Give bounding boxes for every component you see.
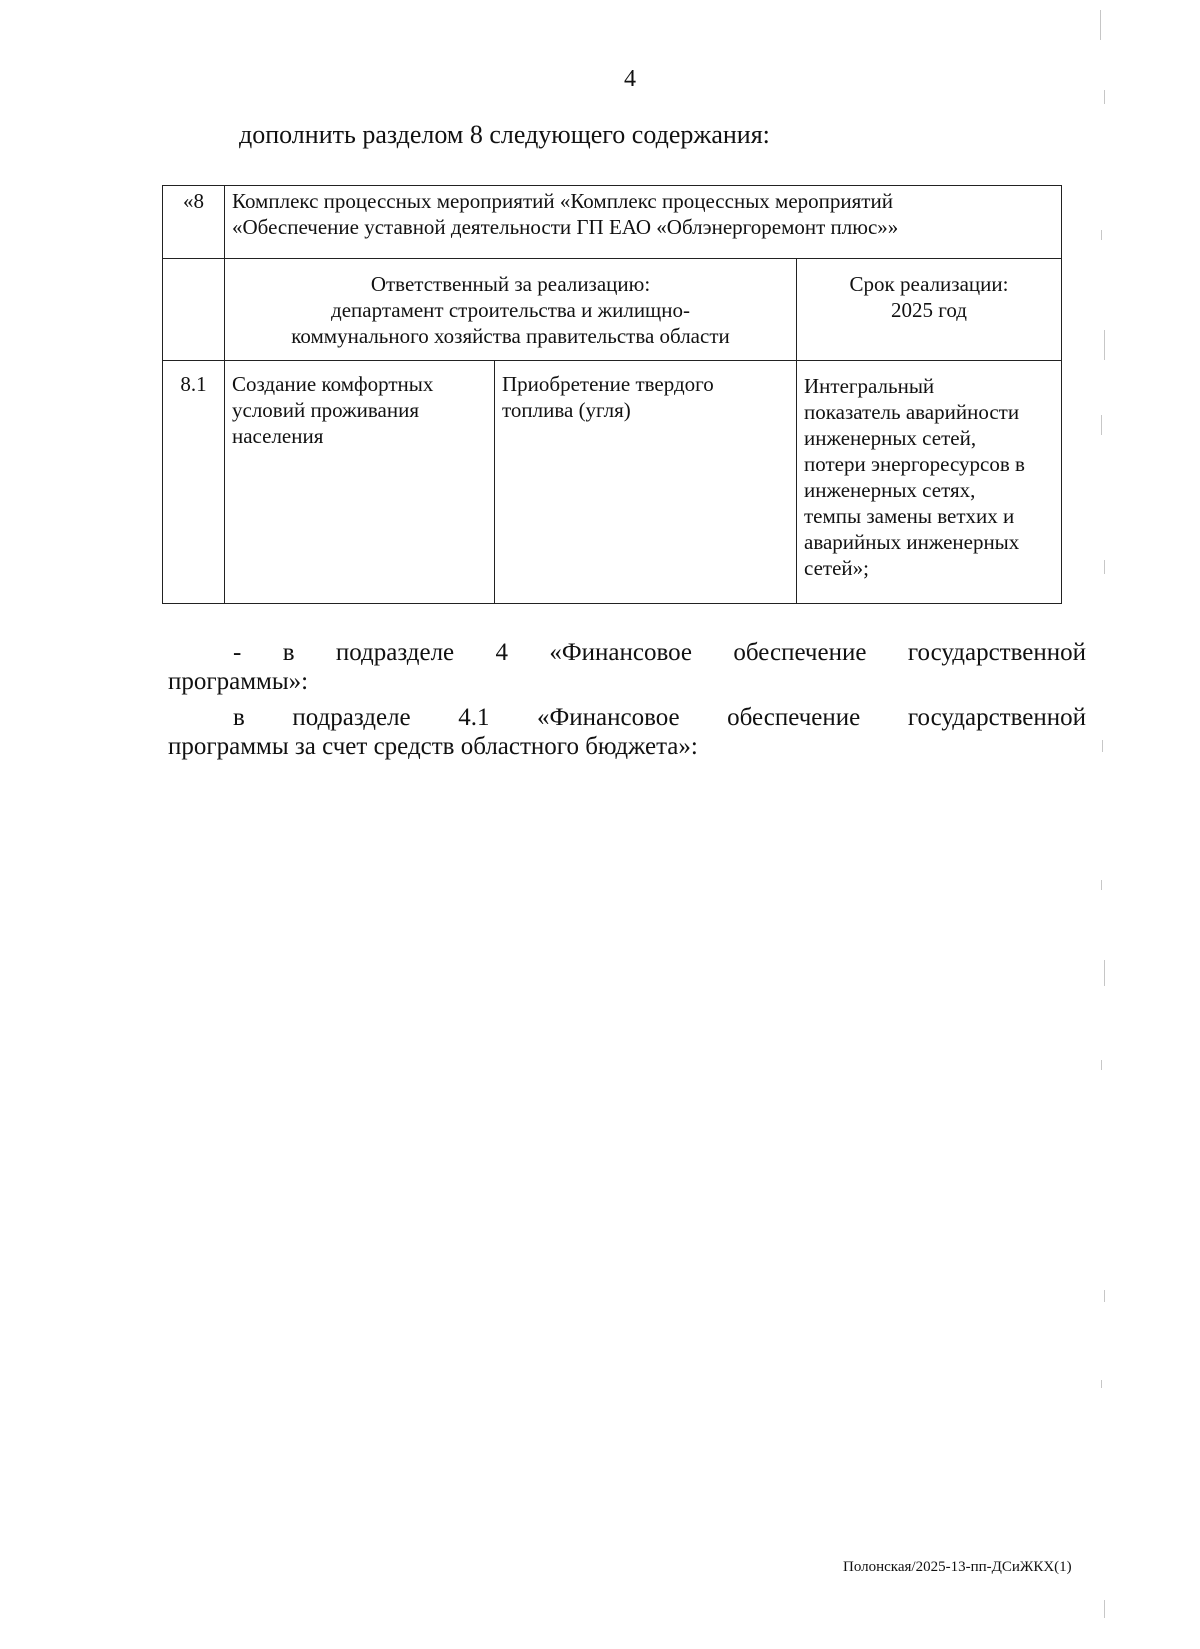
word: государственной [907,704,1086,731]
table-row-header [163,186,1062,259]
indicator-line: Интегральный [804,374,935,398]
term-line: Срок реализации: [849,272,1009,296]
goal-line: Создание комфортных [232,372,434,396]
paragraph-line: программы»: [168,668,309,695]
indicator-line: инженерных сетей, [804,426,977,450]
word: обеспечение [727,704,861,731]
table-row-responsible [163,259,1062,361]
justified-line [168,638,1086,667]
indicator-cell [797,361,1062,604]
goal-line: населения [232,424,324,448]
indicator-line: темпы замены ветхих и [804,504,1015,528]
word: в [233,704,245,731]
intro-text: дополнить разделом 8 следующего содержания: [239,120,770,149]
word: «Финансовое [537,704,680,731]
indicator-line: сетей»; [804,556,869,580]
word: государственной [907,639,1086,666]
table-row-item [163,361,1062,604]
section-number: «8 [163,186,225,259]
footer-reference: Полонская/2025-13-пп-ДСиЖКХ(1) [843,1559,1072,1575]
activity-cell [495,361,797,604]
activity-line: Приобретение твердого [502,372,714,396]
word: 4.1 [458,704,490,731]
word: в [282,639,295,666]
section-8-table [162,185,1062,604]
term-cell [797,259,1062,361]
empty-cell [163,259,225,361]
indicator-line: потери энергоресурсов в [804,452,1025,476]
goal-cell [225,361,495,604]
justified-line [168,703,1086,732]
section-title-line: Комплекс процессных мероприятий «Комплекс процессных мероприятий [232,189,893,213]
section-title-line: «Обеспечение уставной деятельности ГП ЕАО «Облэнергоремонт плюс»» [232,215,899,239]
word: подразделе [292,704,411,731]
section-title [225,186,1062,259]
responsible-cell [225,259,797,361]
indicator-line: инженерных сетях, [804,478,976,502]
word: «Финансовое [549,639,692,666]
paragraph-subsection-4-1 [168,703,1086,761]
goal-line: условий проживания [232,398,420,422]
word: - [233,639,242,666]
paragraph-subsection-4 [168,638,1086,696]
term-line: 2025 год [891,298,967,322]
activity-line: топлива (угля) [502,398,631,422]
word: 4 [495,639,509,666]
scan-edge-marks [1085,0,1115,1649]
word: подразделе [335,639,455,666]
responsible-line: коммунального хозяйства правительства области [291,324,730,348]
responsible-line: департамент строительства и жилищно- [331,298,690,322]
responsible-line: Ответственный за реализацию: [370,272,651,296]
page-number: 4 [624,66,636,92]
indicator-line: показатель аварийности [804,400,1020,424]
word: обеспечение [733,639,867,666]
paragraph-line: программы за счет средств областного бюджета»: [168,733,698,760]
indicator-line: аварийных инженерных [804,530,1020,554]
item-number: 8.1 [163,361,225,604]
